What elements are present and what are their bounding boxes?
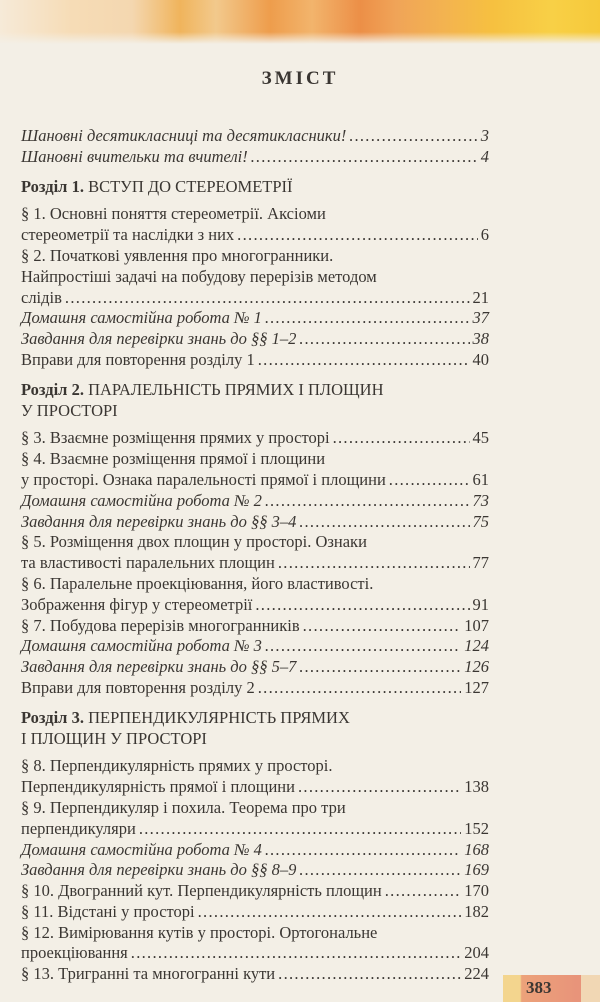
dot-leader (265, 840, 461, 861)
entry-title: у просторі. Ознака паралельності прямої і площини (21, 469, 386, 489)
entry-leader-line (21, 553, 489, 574)
entry-page-number: 138 (464, 777, 489, 797)
entry-text-line: § 4. Взаємне розміщення прямої і площини (21, 449, 326, 469)
section-heading-line (21, 177, 489, 198)
entry-title: слідів (21, 287, 62, 307)
dot-leader (349, 126, 477, 147)
dot-leader (299, 657, 461, 678)
entry-page-number: 152 (464, 818, 489, 838)
entry-title: § 11. Відстані у просторі (21, 901, 195, 921)
entry-page-number: 38 (472, 329, 489, 349)
entry-page-number: 73 (472, 490, 489, 510)
entry-leader-line (21, 881, 489, 902)
entry-page-number: 6 (480, 225, 489, 245)
intro-entries (21, 126, 489, 168)
toc-entry[interactable] (21, 308, 489, 329)
dot-leader (258, 350, 470, 371)
dot-leader (65, 288, 470, 309)
toc-entry[interactable] (21, 512, 489, 533)
dot-leader (298, 777, 461, 798)
table-of-contents (21, 126, 489, 985)
toc-entry[interactable] (21, 350, 489, 371)
dot-leader (389, 470, 470, 491)
section-heading-text: І ПЛОЩИН У ПРОСТОРІ (21, 728, 207, 748)
entry-page-number: 182 (464, 901, 489, 921)
toc-entry[interactable] (21, 616, 489, 637)
entry-title: Вправи для повторення розділу 1 (21, 349, 255, 369)
entry-leader-line (21, 491, 489, 512)
entry-leader-line (21, 329, 489, 350)
entry-text-line: § 2. Початкові уявлення про многогранники. (21, 245, 334, 265)
entry-title: Домашня самостійна робота № 2 (21, 490, 262, 510)
dot-leader (237, 225, 478, 246)
toc-entry[interactable] (21, 860, 489, 881)
entry-title: перпендикуляри (21, 818, 136, 838)
entry-page-number: 124 (464, 636, 489, 656)
entry-leader-line (21, 308, 489, 329)
entry-leader-line (21, 126, 489, 147)
dot-leader (278, 553, 470, 574)
toc-entry[interactable] (21, 636, 489, 657)
entry-leader-line (21, 288, 489, 309)
entry-title: та властивості паралельних площин (21, 553, 275, 573)
section-label: Розділ 2. (21, 379, 84, 399)
entry-text-line: § 5. Розміщення двох площин у просторі. Ознаки (21, 532, 367, 552)
dot-leader (265, 308, 470, 329)
entry-leader-line (21, 943, 489, 964)
entry-page-number: 40 (472, 349, 489, 369)
section-2 (21, 380, 489, 699)
dot-leader (385, 881, 462, 902)
dot-leader (303, 616, 462, 637)
dot-leader (299, 512, 469, 533)
entry-title: Домашня самостійна робота № 3 (21, 636, 262, 656)
entry-text-line: § 8. Перпендикулярність прямих у просторі. (21, 756, 333, 776)
toc-entry[interactable] (21, 204, 489, 246)
section-heading-text: ПАРАЛЕЛЬНІСТЬ ПРЯМИХ І ПЛОЩИН (88, 379, 384, 399)
dot-leader (251, 147, 478, 168)
entry-leader-line (21, 840, 489, 861)
section-heading-text: ПЕРПЕНДИКУЛЯРНІСТЬ ПРЯМИХ (88, 707, 350, 727)
page-number-box (503, 975, 581, 1002)
entry-leader-line (21, 636, 489, 657)
section-heading-line (21, 708, 489, 729)
entry-page-number: 3 (480, 126, 489, 145)
page-number: 383 (526, 978, 552, 997)
entry-title: § 13. Тригранні та многогранні кути (21, 964, 276, 984)
entry-title: § 3. Взаємне розміщення прямих у просторі (21, 428, 330, 448)
entry-page-number: 77 (472, 553, 489, 573)
entry-leader-line (21, 657, 489, 678)
entry-title: Шановні вчительки та вчителі! (21, 146, 248, 166)
entry-text-line: § 12. Вимірювання кутів у просторі. Ортогональне (21, 922, 378, 942)
dot-leader (265, 636, 461, 657)
section-label: Розділ 3. (21, 707, 84, 727)
toc-entry[interactable] (21, 574, 489, 616)
entry-title: § 10. Двогранний кут. Перпендикулярність площин (21, 881, 382, 901)
dot-leader (299, 329, 469, 350)
entry-title: Домашня самостійна робота № 4 (21, 839, 262, 859)
entry-title: Перпендикулярність прямої і площини (21, 777, 295, 797)
entry-title: Домашня самостійна робота № 1 (21, 308, 262, 328)
toc-entry[interactable] (21, 491, 489, 512)
toc-entry[interactable] (21, 532, 489, 574)
entry-page-number: 168 (464, 839, 489, 859)
entry-page-number: 170 (464, 881, 489, 901)
entry-page-number: 169 (464, 860, 489, 880)
section-1 (21, 177, 489, 371)
entry-page-number: 37 (472, 308, 489, 328)
entry-title: стереометрії та наслідки з них (21, 225, 235, 245)
toc-entry[interactable] (21, 798, 489, 840)
entry-leader-line (21, 902, 489, 923)
entry-leader-line (21, 595, 489, 616)
toc-entry[interactable] (21, 881, 489, 902)
entry-text-line: § 6. Паралельне проекціювання, його властивості. (21, 573, 374, 593)
entry-page-number: 127 (464, 677, 489, 697)
dot-leader (265, 491, 470, 512)
section-heading (21, 177, 489, 198)
entry-page-number: 91 (472, 594, 489, 614)
entry-leader-line (21, 678, 489, 699)
entry-text-line: § 9. Перпендикуляр і похила. Теорема про три (21, 797, 346, 817)
entry-title: Завдання для перевірки знань до §§ 3–4 (21, 511, 297, 531)
dot-leader (198, 902, 462, 923)
entry-title: Вправи для повторення розділу 2 (21, 677, 255, 697)
entry-leader-line (21, 470, 489, 491)
toc-entry[interactable] (21, 449, 489, 491)
page-title: ЗМІСТ (261, 68, 339, 89)
entry-leader-line (21, 512, 489, 533)
entry-text-line: § 1. Основні поняття стереометрії. Аксіоми (21, 204, 326, 224)
section-3 (21, 708, 489, 985)
section-heading-line (21, 380, 489, 401)
section-heading (21, 380, 489, 422)
entry-text-line: Найпростіші задачі на побудову перерізів методом (21, 266, 377, 286)
entry-title: Шановні десятикласниці та десятикласники! (21, 126, 347, 145)
sections (21, 177, 489, 985)
toc-entry[interactable] (21, 657, 489, 678)
entry-title: Завдання для перевірки знань до §§ 8–9 (21, 860, 297, 880)
dot-leader (278, 964, 461, 985)
entry-leader-line (21, 428, 489, 449)
dot-leader (258, 678, 462, 699)
entry-leader-line (21, 860, 489, 881)
decorative-header-band (0, 0, 600, 44)
toc-entry[interactable] (21, 246, 489, 308)
entry-page-number: 204 (464, 943, 489, 963)
section-heading-text: ВСТУП ДО СТЕРЕОМЕТРІЇ (88, 176, 293, 196)
dot-leader (131, 943, 461, 964)
entry-leader-line (21, 147, 489, 168)
entry-page-number: 61 (472, 469, 489, 489)
toc-entry[interactable] (21, 923, 489, 965)
entry-page-number: 4 (480, 146, 489, 166)
entry-page-number: 21 (472, 287, 489, 307)
dot-leader (333, 428, 470, 449)
entry-leader-line (21, 777, 489, 798)
toc-entry[interactable] (21, 840, 489, 861)
entry-leader-line (21, 350, 489, 371)
toc-entry[interactable] (21, 428, 489, 449)
entry-title: Завдання для перевірки знань до §§ 1–2 (21, 329, 297, 349)
dot-leader (299, 860, 461, 881)
section-heading (21, 708, 489, 750)
entry-title: Зображення фігур у стереометрії (21, 594, 253, 614)
entry-page-number: 224 (464, 964, 489, 984)
entry-page-number: 107 (464, 615, 489, 635)
entry-leader-line (21, 225, 489, 246)
section-heading-line (21, 729, 489, 750)
section-heading-text: У ПРОСТОРІ (21, 400, 118, 420)
toc-entry[interactable] (21, 147, 489, 168)
dot-leader (255, 595, 469, 616)
toc-entry[interactable] (21, 902, 489, 923)
dot-leader (139, 819, 461, 840)
entry-title: проекціювання (21, 943, 128, 963)
toc-entry[interactable] (21, 678, 489, 699)
entry-page-number: 45 (472, 428, 489, 448)
entry-leader-line (21, 964, 489, 985)
entry-title: § 7. Побудова перерізів многогранників (21, 615, 300, 635)
section-label: Розділ 1. (21, 176, 84, 196)
toc-entry[interactable] (21, 756, 489, 798)
section-heading-line (21, 401, 489, 422)
entry-leader-line (21, 819, 489, 840)
entry-title: Завдання для перевірки знань до §§ 5–7 (21, 657, 297, 677)
entry-leader-line (21, 616, 489, 637)
entry-page-number: 126 (464, 657, 489, 677)
toc-entry[interactable] (21, 329, 489, 350)
toc-entry[interactable] (21, 126, 489, 147)
entry-page-number: 75 (472, 511, 489, 531)
toc-entry[interactable] (21, 964, 489, 985)
